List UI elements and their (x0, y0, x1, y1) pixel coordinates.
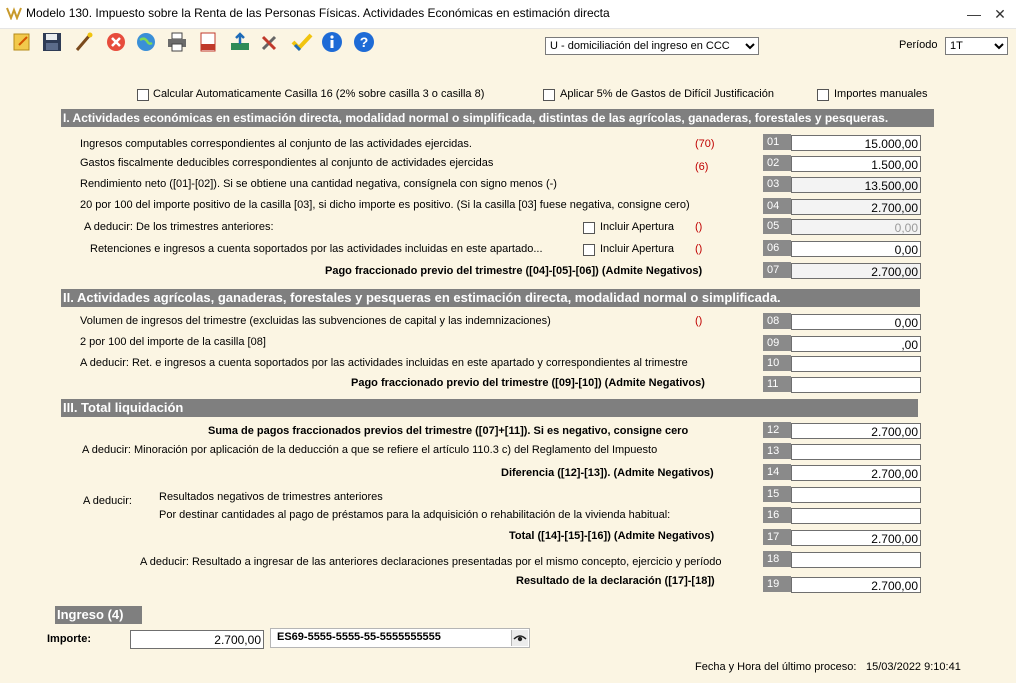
row-05-incluir-apertura-checkbox[interactable] (583, 222, 595, 234)
row-07-label: Pago fraccionado previo del trimestre ([04]-[05]-[06]) (Admite Negativos) (325, 265, 703, 277)
box-number-08: 08 (763, 313, 791, 329)
box-number-15: 15 (763, 486, 791, 502)
box-number-09: 09 (763, 335, 791, 351)
row-16-label: Por destinar cantidades al pago de préstamos para la adquisición o rehabilitación de la vivienda habitual: (159, 509, 671, 521)
print-button[interactable] (165, 31, 189, 55)
box-number-11: 11 (763, 376, 791, 392)
box-number-17: 17 (763, 529, 791, 545)
box-number-14: 14 (763, 464, 791, 480)
title-bar (0, 0, 1016, 29)
row-06-label: Retenciones e ingresos a cuenta soportados por las actividades incluidas en este apartado... (90, 243, 543, 255)
globe-icon (135, 31, 157, 53)
box-value-19[interactable]: 2.700,00 (791, 577, 921, 593)
svg-text:?: ? (359, 34, 369, 50)
tools-icon (259, 31, 281, 53)
row-18-label: A deducir: Resultado a ingresar de las anteriores declaraciones presentadas por el mismo concepto, ejercicio y período (140, 556, 722, 568)
new-document-icon (11, 31, 33, 53)
row-03-label: Rendimiento neto ([01]-[02]). Si se obtiene una cantidad negativa, consígnela con signo menos (-) (80, 178, 557, 190)
row-02-ref: (6) (695, 161, 709, 173)
box-value-03: 13.500,00 (791, 177, 921, 193)
box-value-12[interactable]: 2.700,00 (791, 423, 921, 439)
a-deducir-label: A deducir: (83, 495, 132, 507)
box-number-19: 19 (763, 576, 791, 592)
pdf-button[interactable] (196, 31, 220, 55)
box-value-16[interactable] (791, 508, 921, 524)
box-value-14[interactable]: 2.700,00 (791, 465, 921, 481)
box-value-15[interactable] (791, 487, 921, 503)
printer-icon (166, 31, 188, 53)
importes-manuales-label: Importes manuales (834, 88, 928, 100)
box-value-18[interactable] (791, 552, 921, 568)
box-value-01[interactable]: 15.000,00 (791, 135, 921, 151)
box-number-16: 16 (763, 507, 791, 523)
aplicar5-checkbox[interactable] (543, 89, 555, 101)
box-value-05: 0,00 (791, 219, 921, 235)
row-14-label: Diferencia ([12]-[13]). (Admite Negativos) (501, 467, 714, 479)
info-icon (321, 31, 343, 53)
window-title: Modelo 130. Impuesto sobre la Renta de las Personas Físicas. Actividades Económicas en estimación directa (26, 6, 610, 20)
periodo-label: Período (899, 39, 938, 51)
iban-field[interactable] (270, 628, 530, 648)
box-number-13: 13 (763, 443, 791, 459)
app-logo-icon (6, 6, 22, 20)
box-value-10[interactable] (791, 356, 921, 372)
row-06-incluir-apertura-checkbox[interactable] (583, 244, 595, 256)
floppy-disk-icon (41, 31, 63, 53)
box-value-13[interactable] (791, 444, 921, 460)
row-04-label: 20 por 100 del importe positivo de la casilla [03], si dicho importe es positivo. (Si la casilla [03] fuese negativa, consigne cero) (80, 199, 690, 211)
importe-label: Importe: (47, 633, 91, 645)
row-17-label: Total ([14]-[15]-[16]) (Admite Negativos) (509, 530, 715, 542)
calc-auto-label: Calcular Automaticamente Casilla 16 (2% sobre casilla 3 o casilla 8) (153, 88, 485, 100)
export-button[interactable] (228, 31, 252, 55)
box-number-04: 04 (763, 198, 791, 214)
section-1-header: I. Actividades económicas en estimación directa, modalidad normal o simplificada, distintas de las agrícolas, ganaderas, forestales y pesqueras. (61, 109, 934, 127)
section-2-header: II. Actividades agrícolas, ganaderas, forestales y pesqueras en estimación directa, modalidad normal o simplificada. (61, 289, 920, 307)
iban-value: ES69-5555-5555-55-5555555555 (277, 631, 441, 643)
periodo-select[interactable] (945, 37, 1008, 55)
help-question-icon (353, 31, 375, 53)
section-3-header: III. Total liquidación (61, 399, 918, 417)
box-value-17[interactable]: 2.700,00 (791, 530, 921, 546)
row-01-label: Ingresos computables correspondientes al conjunto de las actividades ejercidas. (80, 138, 472, 150)
box-number-02: 02 (763, 155, 791, 171)
importe-value[interactable]: 2.700,00 (130, 630, 264, 649)
last-process-value: 15/03/2022 9:10:41 (866, 661, 961, 673)
delete-button[interactable] (104, 31, 128, 55)
close-window-button[interactable]: ✕ (994, 6, 1006, 22)
row-05-incluir-apertura-label: Incluir Apertura (600, 221, 674, 233)
box-value-07: 2.700,00 (791, 263, 921, 279)
row-09-label: 2 por 100 del importe de la casilla [08] (80, 336, 266, 348)
box-number-03: 03 (763, 176, 791, 192)
row-06-incluir-apertura-label: Incluir Apertura (600, 243, 674, 255)
box-number-07: 07 (763, 262, 791, 278)
info-button[interactable] (320, 31, 344, 55)
eye-icon (512, 630, 528, 646)
export-tray-icon (229, 31, 251, 53)
ingreso-header: Ingreso (4) (55, 606, 142, 624)
row-08-ref: () (695, 315, 703, 327)
calc-auto-checkbox[interactable] (137, 89, 149, 101)
row-10-label: A deducir: Ret. e ingresos a cuenta soportados por las actividades incluidas en este apartado y correspondientes al trimestre (80, 357, 688, 369)
row-02-label: Gastos fiscalmente deducibles correspondientes al conjunto de actividades ejercidas (80, 157, 494, 169)
last-process-label: Fecha y Hora del último proceso: (695, 661, 857, 673)
row-08-label: Volumen de ingresos del trimestre (excluidas las subvenciones de capital y las indemnizaciones) (80, 315, 551, 327)
row-11-label: Pago fraccionado previo del trimestre ([09]-[10]) (Admite Negativos) (351, 377, 705, 389)
view-iban-button[interactable] (511, 630, 528, 646)
row-13-label: A deducir: Minoración por aplicación de la deducción a que se refiere el artículo 110.3 c) del Reglamento del Impuesto (82, 444, 658, 456)
row-15-label: Resultados negativos de trimestres anteriores (159, 491, 383, 503)
box-value-06[interactable]: 0,00 (791, 241, 921, 257)
help-button[interactable] (352, 31, 376, 55)
domiciliacion-select[interactable] (545, 37, 759, 55)
new-document-button[interactable] (10, 31, 34, 55)
box-number-18: 18 (763, 551, 791, 567)
toolbar (0, 29, 1016, 59)
row-05-label: A deducir: De los trimestres anteriores: (84, 221, 274, 233)
box-number-12: 12 (763, 422, 791, 438)
validate-button[interactable] (290, 31, 314, 55)
minimize-button[interactable]: — (967, 6, 981, 22)
box-value-08[interactable]: 0,00 (791, 314, 921, 330)
importes-manuales-checkbox[interactable] (817, 89, 829, 101)
box-value-04: 2.700,00 (791, 199, 921, 215)
row-12-label: Suma de pagos fraccionados previos del trimestre ([07]+[11]). Si es negativo, consigne cero (208, 425, 689, 437)
box-number-10: 10 (763, 355, 791, 371)
box-value-11[interactable] (791, 377, 921, 393)
validate-check-icon (291, 31, 313, 53)
globe-button[interactable] (134, 31, 158, 55)
pdf-file-icon (197, 31, 219, 53)
aplicar5-label: Aplicar 5% de Gastos de Difícil Justificación (560, 88, 774, 100)
row-06-ref: () (695, 243, 703, 255)
tools-button[interactable] (258, 31, 282, 55)
box-number-06: 06 (763, 240, 791, 256)
save-button[interactable] (40, 31, 64, 55)
magic-wand-button[interactable] (72, 31, 96, 55)
row-19-label: Resultado de la declaración ([17]-[18]) (516, 575, 715, 587)
row-05-ref: () (695, 221, 703, 233)
box-number-01: 01 (763, 134, 791, 150)
delete-icon (105, 31, 127, 53)
box-value-02[interactable]: 1.500,00 (791, 156, 921, 172)
box-number-05: 05 (763, 218, 791, 234)
row-01-ref: (70) (695, 138, 715, 150)
box-value-09[interactable]: ,00 (791, 336, 921, 352)
magic-wand-icon (73, 31, 95, 53)
